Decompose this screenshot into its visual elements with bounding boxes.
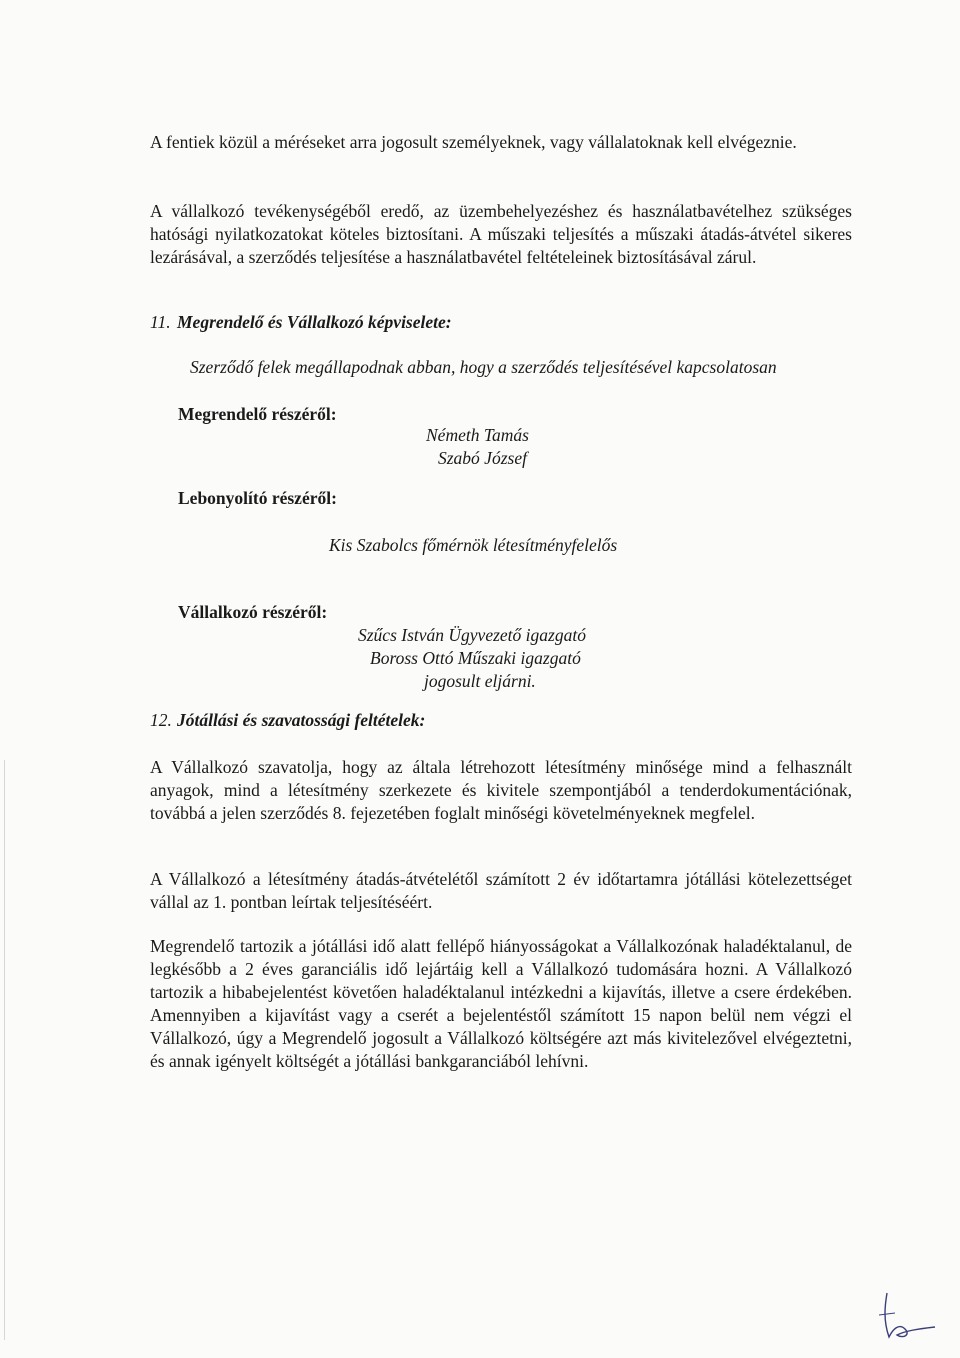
- vallalkozo-name: Szűcs István Ügyvezető igazgató: [358, 625, 586, 645]
- section-12-number: 12.: [150, 710, 172, 730]
- paragraph-measurements: A fentiek közül a méréseket arra jogosult személyeknek, vagy vállalatoknak kell elvégeznie.: [150, 132, 797, 152]
- paragraph-permits: A vállalkozó tevékenységéből eredő, az üzembehelyezéshez és használatbavételhez szükséges hatósági nyilatkozatokat köteles biztosítani. A műszaki teljesítés a műszaki átadás-átvétel sikeres lezárásával, a szerződés teljesítése a használatbavétel feltételeinek biztosításával zárul.: [150, 201, 852, 267]
- paragraph-warranty-period: A Vállalkozó a létesítmény átadás-átvételétől számított 2 év időtartamra jótállási kötelezettséget vállal az 1. pontban leírtak teljesítéséért.: [150, 869, 852, 912]
- vallalkozo-label: Vállalkozó részéről:: [178, 602, 328, 622]
- section-11-intro: Szerződő felek megállapodnak abban, hogy a szerződés teljesítésével kapcsolatosan: [190, 357, 777, 377]
- lebonyolito-label: Lebonyolító részéről:: [178, 488, 337, 508]
- paragraph-warranty-quality: A Vállalkozó szavatolja, hogy az általa létrehozott létesítmény minősége mind a felhasznált anyagok, mind a létesítmény szerkezete és kivitele szempontjából a tenderdokumentációnak, továbbá a jelen szerződés 8. fejezetében foglalt minőségi követelményeknek megfelel.: [150, 757, 852, 823]
- megrendelo-name: Szabó József: [438, 448, 527, 468]
- paragraph-warranty-defects: Megrendelő tartozik a jótállási idő alatt fellépő hiányosságokat a Vállalkozónak haladéktalanul, de legkésőbb a 2 éves garanciális idő lejártáig kell a Vállalkozó tudomására hozni. A Vállalkozó tartozik a hibabejelentést követően haladéktalanul intézkedni a kijavítás, illetve a csere érdekében. Amennyiben a kijavítást vagy a cserét a bejelentéstől számított 15 napon belül nem végzi el Vállalkozó, úgy a Megrendelő jogosult a Vállalkozó költségére azt más kivitelezővel elvégeztetni, és annak igényelt költségét a jótállási bankgaranciából lehívni.: [150, 936, 852, 1071]
- section-11-title: Megrendelő és Vállalkozó képviselete:: [177, 312, 452, 332]
- vallalkozo-note: jogosult eljárni.: [424, 671, 536, 691]
- section-12-title: Jótállási és szavatossági feltételek:: [177, 710, 426, 730]
- lebonyolito-name: Kis Szabolcs főmérnök létesítményfelelős: [329, 535, 618, 555]
- scan-edge-line: [4, 760, 5, 1340]
- vallalkozo-name: Boross Ottó Műszaki igazgató: [370, 648, 581, 668]
- megrendelo-label: Megrendelő részéről:: [178, 404, 337, 424]
- section-11-number: 11.: [150, 312, 171, 332]
- signature-initials: [865, 1285, 945, 1345]
- megrendelo-name: Németh Tamás: [426, 425, 529, 445]
